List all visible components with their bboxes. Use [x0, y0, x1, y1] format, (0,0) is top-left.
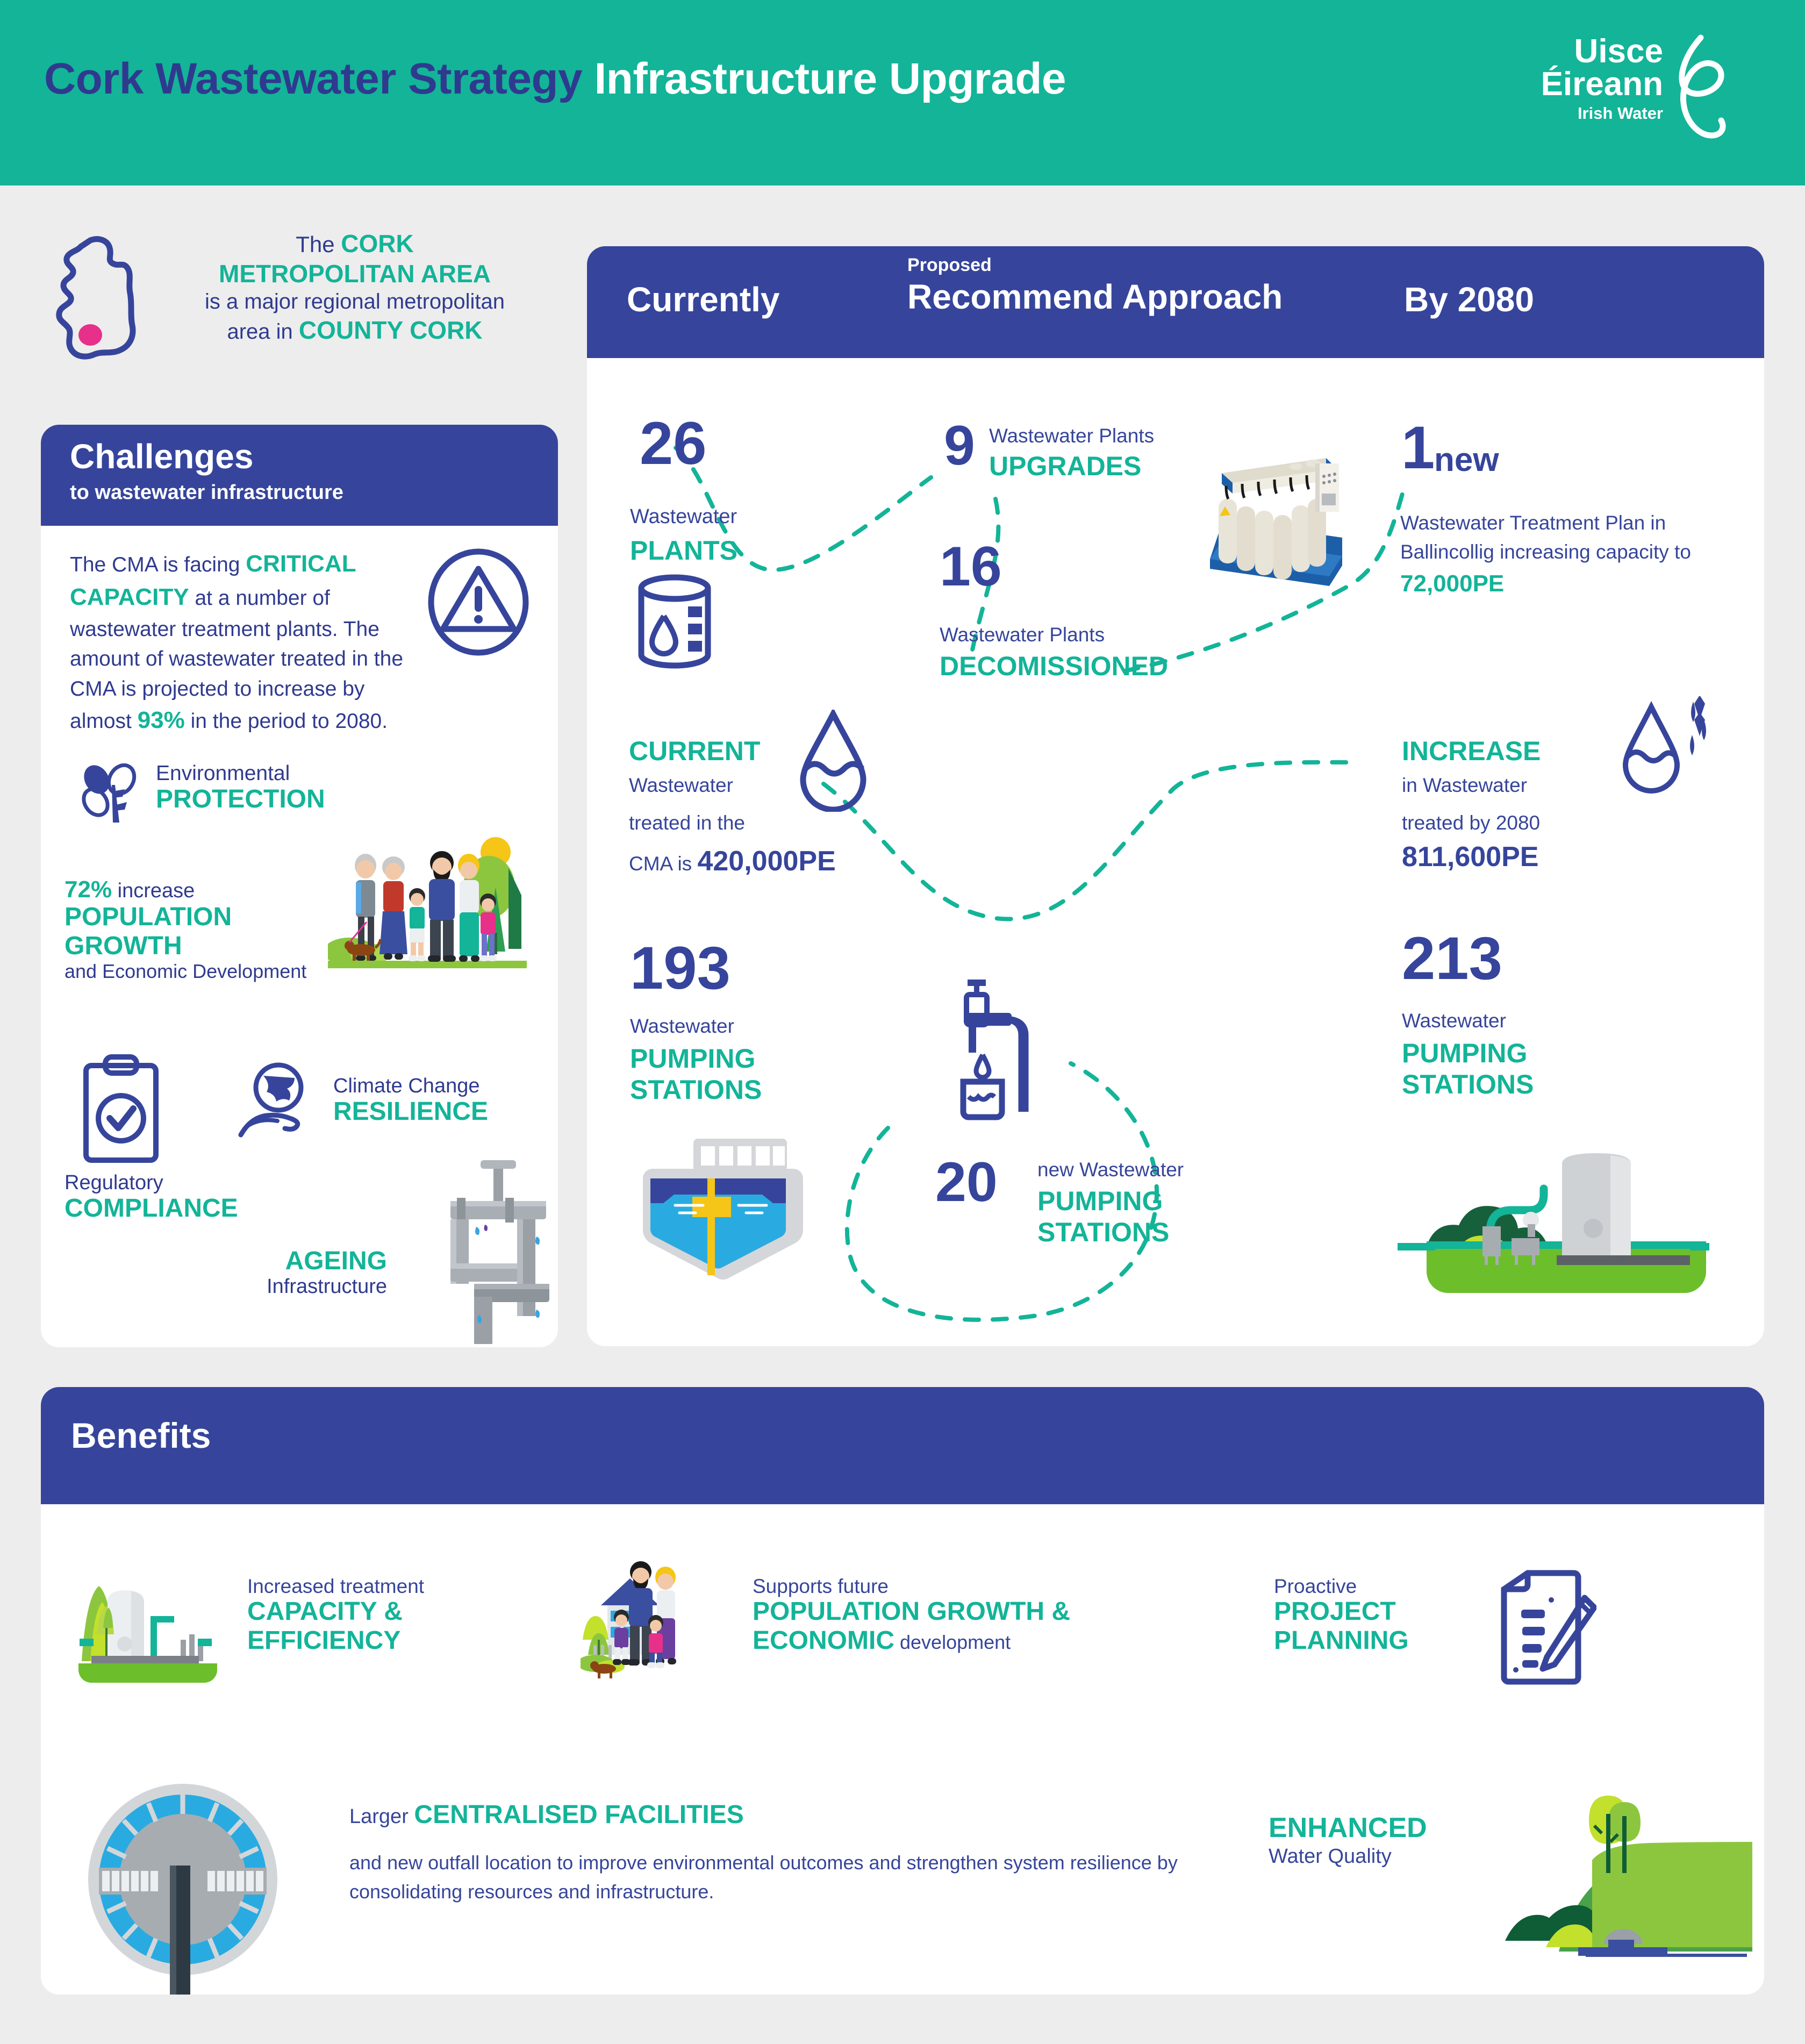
ageing-bold: AGEING — [285, 1247, 387, 1275]
document-pencil-icon — [1500, 1570, 1596, 1688]
warning-icon — [425, 548, 532, 656]
benefit-population-text — [753, 1575, 1070, 1655]
current-pumping-label3: STATIONS — [630, 1075, 762, 1105]
challenges-body-bold-1: CRITICAL CAPACITY — [70, 551, 356, 611]
cork-metropolitan-block — [38, 228, 554, 384]
benefit-centralised-bold: CENTRALISED FACILITIES — [414, 1800, 744, 1829]
ireland-map-icon — [54, 234, 156, 363]
water-tank-icon — [634, 574, 715, 671]
new-pumping-label3: STATIONS — [1037, 1217, 1170, 1247]
benefit-planning-text — [1274, 1575, 1409, 1655]
population-bold1: POPULATION — [65, 903, 232, 932]
page-title-part2: Infrastructure Upgrade — [594, 54, 1066, 103]
challenges-body-3: in the period to 2080. — [184, 710, 388, 733]
new-plant-number: 1 — [1401, 414, 1435, 481]
regulatory-bold: COMPLIANCE — [65, 1193, 238, 1223]
increase-line1: in Wastewater — [1402, 774, 1528, 796]
challenges-body-2: at a number of wastewater treatment plants. The amount of wastewater treated in the CMA is projected to increase by almost — [70, 587, 404, 733]
increase-title: INCREASE — [1402, 736, 1541, 766]
ageing-infrastructure-text — [247, 1247, 387, 1298]
current-treated-line1: Wastewater — [629, 774, 733, 796]
current-pumping-label1: Wastewater — [630, 1015, 734, 1037]
climate-resilience-text — [333, 1075, 488, 1126]
page-title-part1: Cork Wastewater Strategy — [44, 54, 583, 103]
challenges-card-header — [41, 425, 558, 526]
environmental-label: Environmental — [156, 762, 290, 785]
environmental-protection-text — [156, 762, 325, 814]
clipboard-check-icon — [81, 1054, 161, 1167]
population-growth-text — [65, 876, 306, 982]
benefit-planning-line2b: PLANNING — [1274, 1626, 1409, 1655]
current-treated-line3 — [629, 845, 836, 877]
irish-water-logo — [1512, 33, 1727, 152]
benefit-enhanced-bold: ENHANCED — [1269, 1812, 1427, 1843]
cork-line4-bold: COUNTY CORK — [298, 316, 483, 345]
new-pumping-label1: new Wastewater — [1037, 1159, 1184, 1181]
benefit-centralised-body: and new outfall location to improve environmental outcomes and strengthen system resilience by consolidating resources and infrastructure. — [349, 1852, 1178, 1903]
current-pumping-label2: PUMPING — [630, 1044, 756, 1074]
main-card-header — [587, 246, 1764, 358]
current-plants-number: 26 — [640, 410, 707, 477]
new-plant-capacity: 72,000PE — [1400, 570, 1505, 597]
benefit-capacity-line1: Increased treatment — [247, 1575, 425, 1597]
treatment-plant-illustration — [1191, 430, 1352, 591]
ageing-label: Infrastructure — [267, 1275, 387, 1298]
benefit-planning-line1: Proactive — [1274, 1575, 1357, 1597]
column-header-recommend-big: Recommend Approach — [907, 277, 1283, 316]
challenges-title: Challenges — [70, 437, 254, 476]
benefit-population-line1: Supports future — [753, 1575, 889, 1597]
benefit-capacity-line2a: CAPACITY & — [247, 1597, 403, 1626]
regulatory-compliance-text — [65, 1172, 238, 1223]
challenges-body-text — [70, 547, 425, 738]
globe-in-hand-icon — [237, 1062, 333, 1142]
decommissioned-label1: Wastewater Plants — [940, 624, 1105, 646]
tap-and-glass-icon — [935, 977, 1043, 1123]
current-treated-value: 420,000PE — [697, 846, 836, 877]
future-pumping-label2: PUMPING — [1402, 1038, 1528, 1068]
challenges-body-bold-2: 93% — [137, 707, 185, 734]
upgrades-label1: Wastewater Plants — [989, 425, 1155, 447]
current-plants-label1: Wastewater — [630, 505, 737, 528]
column-header-proposed-small: Proposed — [907, 255, 992, 275]
water-quality-landscape-icon — [1473, 1774, 1752, 1957]
column-header-currently: Currently — [627, 280, 780, 319]
cork-location-dot — [78, 324, 102, 346]
population-bold2: GROWTH — [65, 932, 182, 961]
centralised-facility-icon — [81, 1779, 285, 1995]
column-header-by-2080: By 2080 — [1404, 280, 1534, 319]
cork-line1-bold: CORK — [341, 230, 414, 258]
storage-tank-landscape-illustration — [1398, 1132, 1709, 1293]
future-pumping-label3: STATIONS — [1402, 1069, 1534, 1099]
logo-line2: Éireann — [1541, 65, 1663, 103]
page-title — [44, 54, 1066, 104]
benefit-population-line2a: POPULATION GROWTH & — [753, 1597, 1071, 1626]
environmental-bold: PROTECTION — [156, 784, 325, 813]
family-house-icon — [581, 1559, 704, 1683]
water-swirl-icon — [1667, 33, 1727, 141]
treatment-capacity-icon — [75, 1575, 220, 1683]
benefit-population-line2b: ECONOMIC — [753, 1626, 894, 1655]
pumping-station-illustration — [628, 1134, 811, 1285]
benefit-water-quality-text — [1269, 1812, 1427, 1869]
increase-value: 811,600PE — [1402, 841, 1539, 873]
cork-line2: METROPOLITAN AREA — [219, 260, 491, 288]
pipes-illustration — [425, 1156, 564, 1344]
page-header — [0, 0, 1805, 185]
current-treated-prefix: CMA is — [629, 853, 698, 875]
new-pumping-label2: PUMPING — [1037, 1186, 1163, 1216]
clean-water-drop-icon — [1613, 696, 1720, 804]
new-plant-description — [1400, 509, 1728, 601]
regulatory-label: Regulatory — [65, 1171, 163, 1194]
cork-line4-prefix: area in — [227, 320, 299, 344]
column-header-recommended — [907, 255, 1283, 317]
benefit-capacity-text — [247, 1575, 424, 1655]
population-suffix: increase — [112, 880, 195, 902]
benefits-card-header — [41, 1387, 1764, 1504]
benefit-planning-line2a: PROJECT — [1274, 1597, 1396, 1626]
cork-description — [167, 228, 543, 345]
new-plant-body-text: Wastewater Treatment Plan in Ballincollig increasing capacity to — [1400, 512, 1691, 563]
climate-label: Climate Change — [333, 1075, 480, 1097]
challenges-body-1: The CMA is facing — [70, 553, 246, 576]
current-plants-label2: PLANTS — [630, 535, 737, 566]
logo-line3: Irish Water — [1577, 103, 1663, 123]
new-pumping-number: 20 — [935, 1151, 998, 1213]
challenges-subtitle: to wastewater infrastructure — [70, 481, 343, 504]
current-pumping-number: 193 — [630, 934, 730, 1002]
benefit-centralised-prefix: Larger — [349, 1805, 414, 1828]
benefit-centralised-text — [349, 1796, 1231, 1906]
leaf-protection-icon — [80, 763, 144, 823]
increase-line2: treated by 2080 — [1402, 812, 1541, 834]
cork-line3: is a major regional metropolitan — [204, 290, 505, 314]
current-treated-line2: treated in the — [629, 812, 745, 834]
future-pumping-number: 213 — [1402, 925, 1502, 992]
population-pct: 72% — [65, 876, 112, 903]
water-drop-icon — [796, 710, 871, 812]
population-tail: and Economic Development — [65, 960, 307, 982]
logo-text — [1541, 35, 1663, 122]
benefit-population-tail: development — [894, 1631, 1011, 1654]
climate-bold: RESILIENCE — [333, 1097, 489, 1126]
current-treated-title: CURRENT — [629, 736, 761, 766]
benefit-capacity-line2b: EFFICIENCY — [247, 1626, 401, 1655]
cork-line1-prefix: The — [296, 232, 341, 257]
future-pumping-label1: Wastewater — [1402, 1010, 1506, 1032]
family-illustration — [328, 836, 527, 992]
decommissioned-number: 16 — [940, 535, 1002, 598]
logo-line1: Uisce — [1574, 33, 1663, 70]
decommissioned-label2: DECOMISSIONED — [940, 651, 1169, 681]
upgrades-label2: UPGRADES — [989, 451, 1142, 481]
upgrades-number: 9 — [944, 414, 975, 477]
benefit-water-quality-label: Water Quality — [1269, 1845, 1392, 1868]
benefits-title: Benefits — [71, 1416, 211, 1455]
new-plant-new-label: new — [1434, 441, 1499, 478]
